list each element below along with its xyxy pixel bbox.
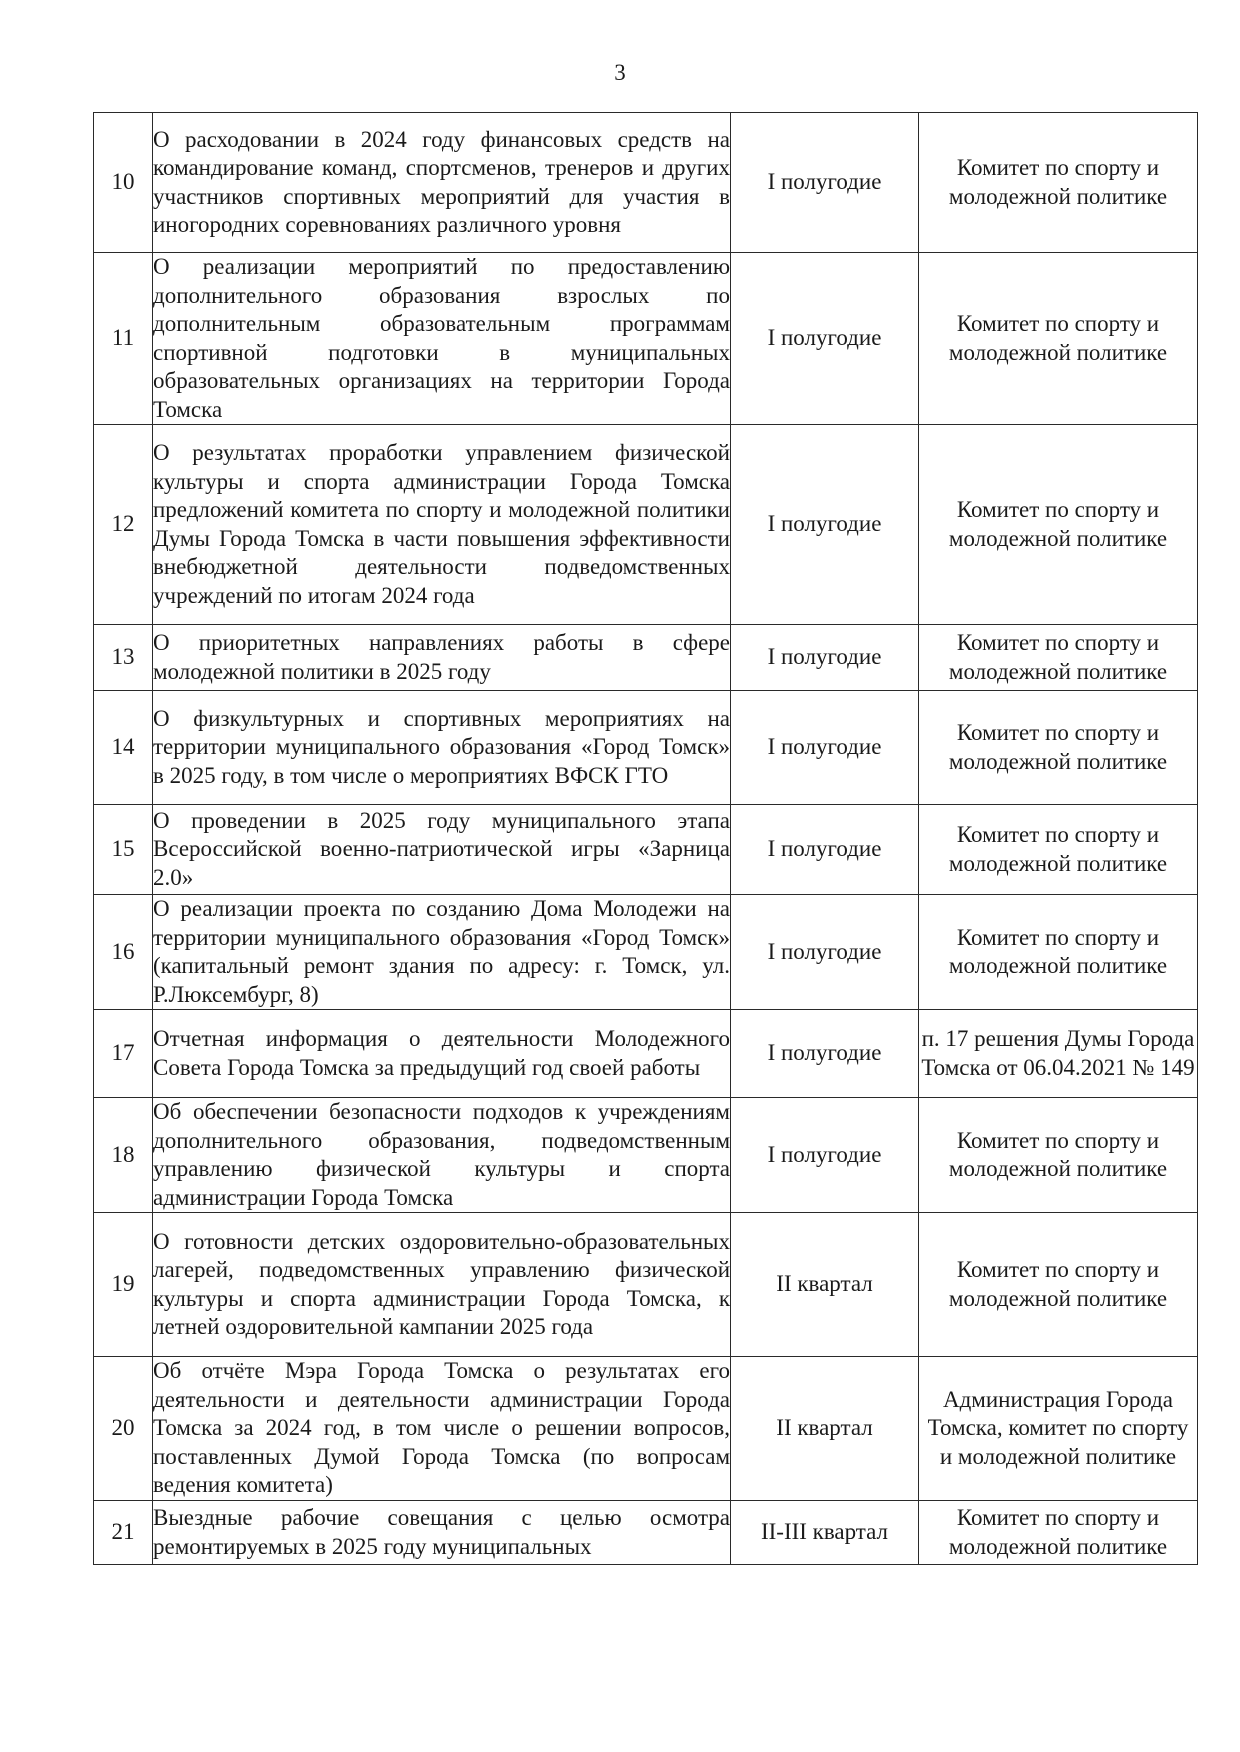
table-row bbox=[94, 1501, 1198, 1565]
row-period: II квартал bbox=[731, 1357, 919, 1501]
row-responsible: Комитет по спорту и молодежной политике bbox=[948, 497, 1168, 551]
row-title: О реализации проекта по созданию Дома Молодежи на территории муниципального образования «Город Томск» (капитальный ремонт здания по адресу: г. Томск, ул. Р.Люксембург, 8) bbox=[153, 896, 730, 1007]
row-number: 14 bbox=[94, 691, 153, 805]
row-title: О готовности детских оздоровительно-образовательных лагерей, подведомственных управлению физической культуры и спорта администрации Города Томска, к летней оздоровительной кампании 2025 года bbox=[153, 1228, 730, 1339]
table-row bbox=[94, 625, 1198, 691]
row-responsible: Комитет по спорту и молодежной политике bbox=[948, 630, 1168, 684]
row-title: Об отчёте Мэра Города Томска о результатах его деятельности и деятельности администрации Города Томска за 2024 год, в том числе о решении вопросов, поставленных Думой Города Томска (по вопросам ведения комитета) bbox=[153, 1358, 730, 1498]
row-title: О проведении в 2025 году муниципального этапа Всероссийской военно-патриотической игры «Зарница 2.0» bbox=[153, 807, 730, 890]
row-period: I полугодие bbox=[731, 425, 919, 625]
row-title: О физкультурных и спортивных мероприятиях на территории муниципального образования «Город Томск» в 2025 году, в том числе о мероприятиях ВФСК ГТО bbox=[153, 705, 730, 788]
row-number: 16 bbox=[94, 895, 153, 1010]
row-period: II-III квартал bbox=[731, 1501, 919, 1565]
row-title: Об обеспечении безопасности подходов к учреждениям дополнительного образования, подведомственным управлению физической культуры и спорта администрации Города Томска bbox=[153, 1099, 730, 1210]
row-period: I полугодие bbox=[731, 691, 919, 805]
row-period: I полугодие bbox=[731, 253, 919, 425]
row-period: II квартал bbox=[731, 1213, 919, 1357]
row-responsible: Комитет по спорту и молодежной политике bbox=[948, 1257, 1168, 1311]
table-row bbox=[94, 895, 1198, 1010]
row-period: I полугодие bbox=[731, 1098, 919, 1213]
row-title: О расходовании в 2024 году финансовых средств на командирование команд, спортсменов, тренеров и других участников спортивных мероприятий для участия в иногородних соревнованиях различного уровня bbox=[153, 126, 730, 237]
row-period: I полугодие bbox=[731, 895, 919, 1010]
row-number: 17 bbox=[94, 1010, 153, 1098]
row-responsible: Комитет по спорту и молодежной политике bbox=[948, 1127, 1168, 1181]
table-row bbox=[94, 691, 1198, 805]
row-title: О приоритетных направлениях работы в сфере молодежной политики в 2025 году bbox=[153, 630, 730, 684]
table-row bbox=[94, 805, 1198, 895]
row-number: 12 bbox=[94, 425, 153, 625]
table-row bbox=[94, 253, 1198, 425]
plan-table bbox=[93, 112, 1198, 1565]
row-period: I полугодие bbox=[731, 625, 919, 691]
row-title: О результатах проработки управлением физической культуры и спорта администрации Города Томска предложений комитета по спорту и молодежной политики Думы Города Томска в части повышения эффективности внебюджетной деятельности подведомственных учреждений по итогам 2024 года bbox=[153, 440, 730, 608]
row-number: 10 bbox=[94, 113, 153, 253]
row-responsible: п. 17 решения Думы Города Томска от 06.04.2021 № 149 bbox=[921, 1026, 1195, 1080]
table-row bbox=[94, 1357, 1198, 1501]
table-row bbox=[94, 1010, 1198, 1098]
row-period: I полугодие bbox=[731, 1010, 919, 1098]
row-number: 15 bbox=[94, 805, 153, 895]
row-number: 11 bbox=[94, 253, 153, 425]
row-responsible: Комитет по спорту и молодежной политике bbox=[948, 155, 1168, 209]
row-responsible: Комитет по спорту и молодежной политике bbox=[948, 924, 1168, 978]
row-responsible: Комитет по спорту и молодежной политике bbox=[948, 311, 1168, 365]
row-period: I полугодие bbox=[731, 805, 919, 895]
row-number: 13 bbox=[94, 625, 153, 691]
table-row bbox=[94, 1098, 1198, 1213]
row-number: 18 bbox=[94, 1098, 153, 1213]
row-period: I полугодие bbox=[731, 113, 919, 253]
row-responsible: Комитет по спорту и молодежной политике bbox=[948, 720, 1168, 774]
table-row bbox=[94, 425, 1198, 625]
table-row bbox=[94, 1213, 1198, 1357]
row-number: 19 bbox=[94, 1213, 153, 1357]
table-row bbox=[94, 113, 1198, 253]
row-title: Отчетная информация о деятельности Молодежного Совета Города Томска за предыдущий год своей работы bbox=[153, 1026, 730, 1080]
page-number: 3 bbox=[614, 60, 626, 85]
row-title: Выездные рабочие совещания с целью осмотра ремонтируемых в 2025 году муниципальных bbox=[153, 1505, 730, 1559]
row-title: О реализации мероприятий по предоставлению дополнительного образования взрослых по дополнительным образовательным программам спортивной подготовки в муниципальных образовательных организациях на территории Города Томска bbox=[153, 254, 730, 422]
row-responsible: Комитет по спорту и молодежной политике bbox=[948, 1505, 1168, 1559]
row-number: 21 bbox=[94, 1501, 153, 1565]
row-responsible: Администрация Города Томска, комитет по спорту и молодежной политике bbox=[927, 1386, 1189, 1469]
row-number: 20 bbox=[94, 1357, 153, 1501]
row-responsible: Комитет по спорту и молодежной политике bbox=[948, 822, 1168, 876]
